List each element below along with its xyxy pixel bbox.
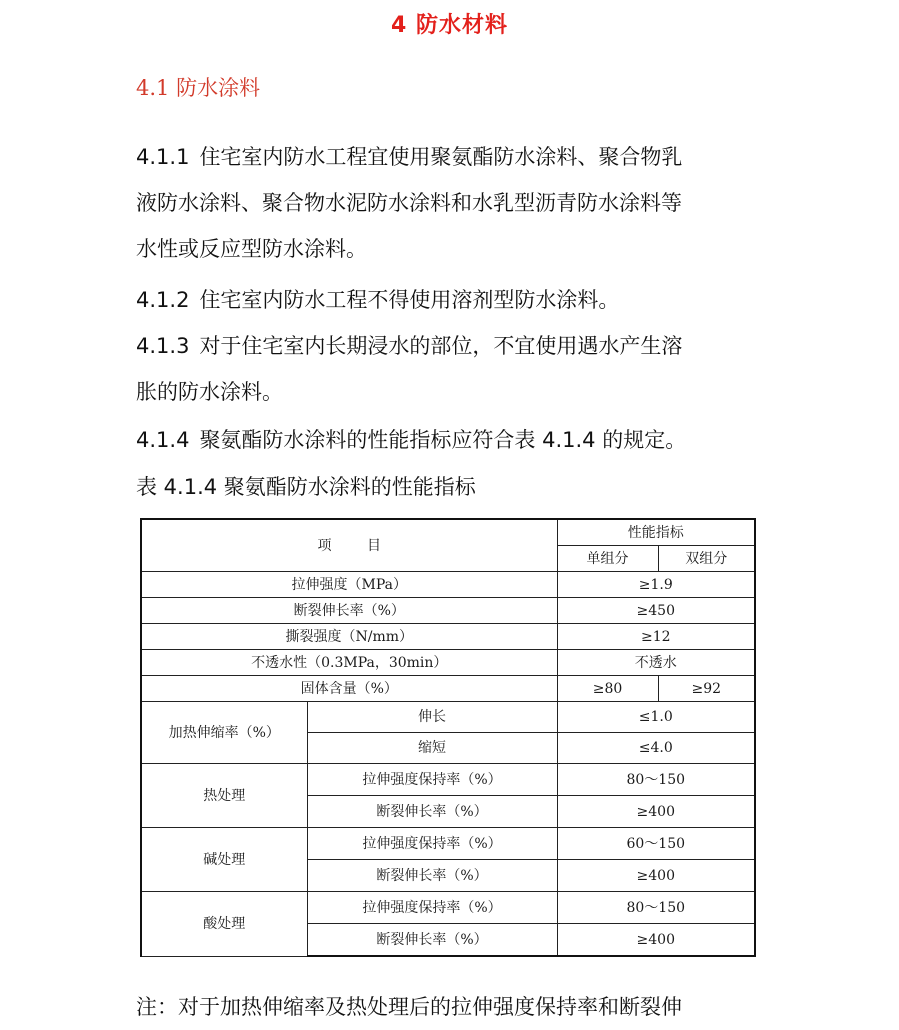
sub-value: ≤1.0 <box>557 702 755 733</box>
group-label: 热处理 <box>141 764 307 828</box>
sub-value: ≥400 <box>557 924 755 957</box>
row-value: ≥450 <box>557 598 755 624</box>
sub-value: 80～150 <box>557 764 755 796</box>
paragraph-line: 水性或反应型防水涂料。 <box>136 237 367 261</box>
group-label: 加热伸缩率（%） <box>141 702 307 764</box>
sub-value: ≤4.0 <box>557 733 755 764</box>
sub-value: ≥400 <box>557 796 755 828</box>
sub-value: 80～150 <box>557 892 755 924</box>
clause-number: 4.1.2 <box>136 288 190 312</box>
paragraph-line: 聚氨酯防水涂料的性能指标应符合表 4.1.4 的规定。 <box>199 428 687 452</box>
row-label: 断裂伸长率（%） <box>141 598 557 624</box>
clause-number: 4.1.3 <box>136 334 190 358</box>
sub-label: 断裂伸长率（%） <box>307 924 557 957</box>
sub-label: 伸长 <box>307 702 557 733</box>
sub-label: 断裂伸长率（%） <box>307 860 557 892</box>
paragraph-4-1-2 <box>136 277 776 323</box>
group-label: 酸处理 <box>141 892 307 957</box>
paragraph-4-1-3 <box>136 323 776 415</box>
paragraph-4-1-4 <box>136 417 776 463</box>
clause-number: 4.1.4 <box>136 428 190 452</box>
row-value: ≥1.9 <box>557 572 755 598</box>
paragraph-line: 液防水涂料、聚合物水泥防水涂料和水乳型沥青防水涂料等 <box>136 191 682 215</box>
table-note: 注：对于加热伸缩率及热处理后的拉伸强度保持率和断裂伸 <box>136 995 682 1019</box>
sub-label: 拉伸强度保持率（%） <box>307 828 557 860</box>
performance-table <box>140 518 756 957</box>
paragraph-4-1-1 <box>136 134 776 272</box>
row-label: 拉伸强度（MPa） <box>141 572 557 598</box>
table-caption: 表 4.1.4 聚氨酯防水涂料的性能指标 <box>136 475 476 499</box>
row-label: 不透水性（0.3MPa，30min） <box>141 650 557 676</box>
row-value-single: ≥80 <box>557 676 658 702</box>
row-label: 固体含量（%） <box>141 676 557 702</box>
section-title: 4.1 防水涂料 <box>136 76 261 100</box>
sub-label: 缩短 <box>307 733 557 764</box>
row-value: ≥12 <box>557 624 755 650</box>
row-value: 不透水 <box>557 650 755 676</box>
row-label: 撕裂强度（N/mm） <box>141 624 557 650</box>
sub-value: 60～150 <box>557 828 755 860</box>
chapter-title: 4 防水材料 <box>391 13 508 38</box>
paragraph-line: 对于住宅室内长期浸水的部位，不宜使用遇水产生溶 <box>199 334 683 358</box>
row-value-double: ≥92 <box>658 676 755 702</box>
paragraph-line: 住宅室内防水工程不得使用溶剂型防水涂料。 <box>199 288 620 312</box>
paragraph-line: 胀的防水涂料。 <box>136 380 283 404</box>
group-label: 碱处理 <box>141 828 307 892</box>
paragraph-line: 住宅室内防水工程宜使用聚氨酯防水涂料、聚合物乳 <box>199 145 683 169</box>
header-double-component: 双组分 <box>658 546 755 572</box>
sub-label: 拉伸强度保持率（%） <box>307 764 557 796</box>
header-performance: 性能指标 <box>557 519 755 546</box>
sub-label: 拉伸强度保持率（%） <box>307 892 557 924</box>
header-item: 项 目 <box>141 519 557 572</box>
sub-value: ≥400 <box>557 860 755 892</box>
clause-number: 4.1.1 <box>136 145 190 169</box>
header-single-component: 单组分 <box>557 546 658 572</box>
sub-label: 断裂伸长率（%） <box>307 796 557 828</box>
